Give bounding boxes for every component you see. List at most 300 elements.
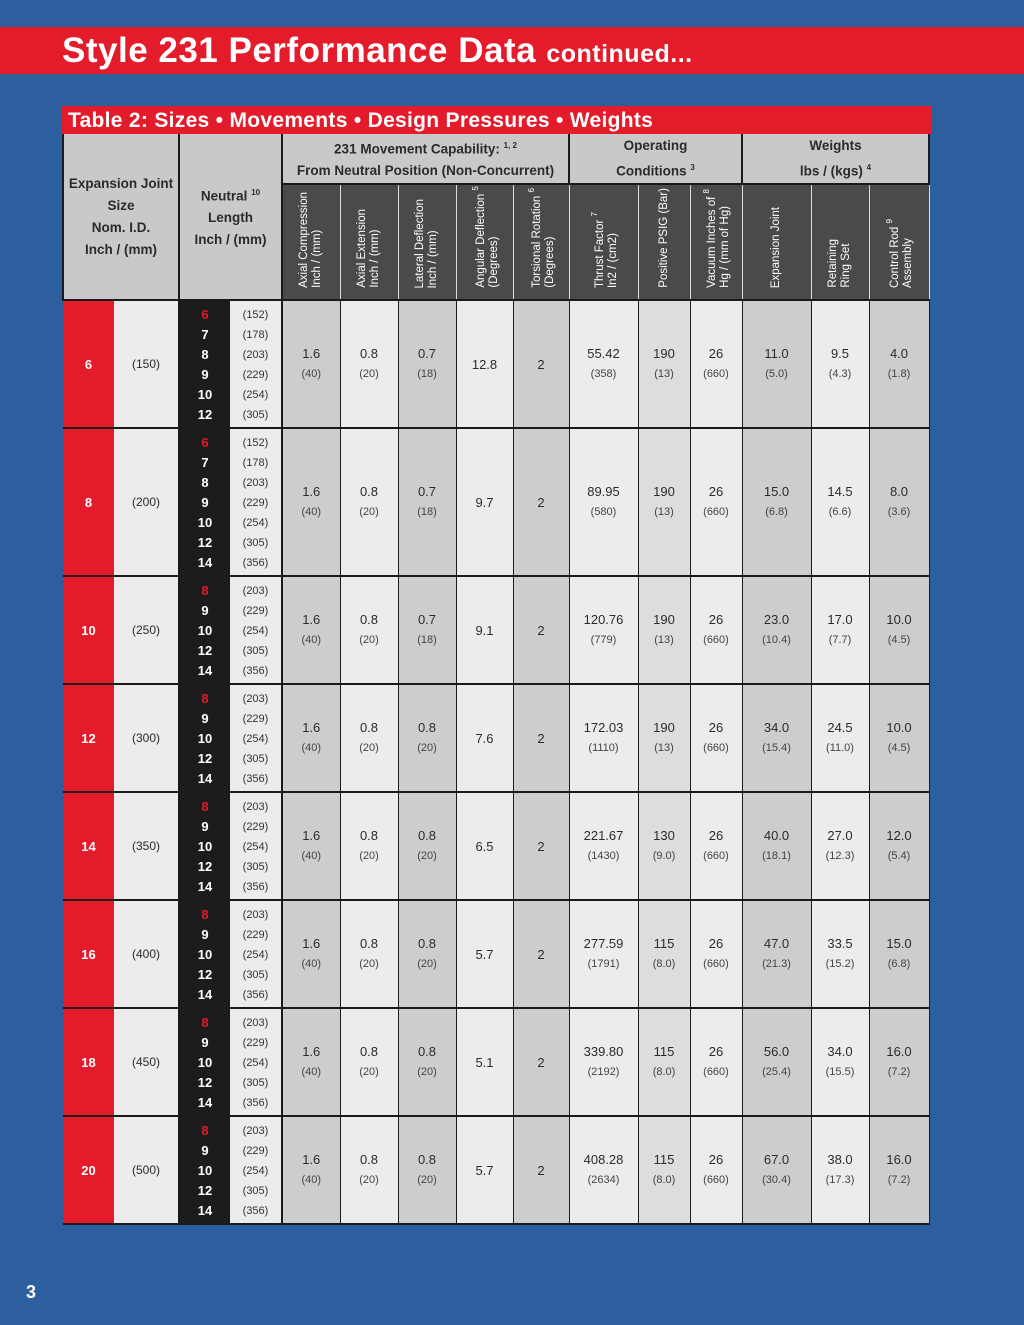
subheader-4 xyxy=(513,184,569,300)
w-rod-value: 16.0 xyxy=(886,1152,912,1167)
w-rod-kg-value: (3.6) xyxy=(887,506,911,518)
vacuum-mm-value: (660) xyxy=(703,1066,729,1078)
size-cell: 14 xyxy=(63,792,114,900)
neutral-length-mm-value: (152) xyxy=(242,437,269,449)
footnote-marker: 10 xyxy=(251,187,261,197)
w-ring-kg-value: (12.3) xyxy=(825,850,855,862)
neutral-length-cell xyxy=(179,684,230,792)
size-cell: 8 xyxy=(63,428,114,576)
neutral-length-cell xyxy=(179,792,230,900)
vacuum-value: 26 xyxy=(708,1044,724,1059)
neutral-length-mm-value: (356) xyxy=(242,1097,269,1109)
neutral-length-mm-value: (229) xyxy=(242,369,269,381)
neutral-length-value: 14 xyxy=(197,879,213,894)
lateral-cell xyxy=(398,428,456,576)
neutral-length-value: 12 xyxy=(197,1183,213,1198)
axial-ext-value: 0.8 xyxy=(359,936,379,951)
neutral-length-value: 12 xyxy=(197,535,213,550)
lateral-value: 0.7 xyxy=(417,346,437,361)
psig-cell xyxy=(638,792,690,900)
footnote-marker: 5 xyxy=(470,186,480,191)
subheader-10 xyxy=(869,184,929,300)
axial-comp-value: 1.6 xyxy=(302,720,321,735)
neutral-length-mm-value: (254) xyxy=(242,841,269,853)
vacuum-mm-value: (660) xyxy=(703,1174,729,1186)
subheader-9 xyxy=(811,184,869,300)
lateral-mm-value: (20) xyxy=(417,958,437,970)
w-joint-kg-value: (30.4) xyxy=(762,1174,791,1186)
neutral-length-value: 8 xyxy=(201,907,209,922)
neutral-length-mm-value: (203) xyxy=(242,801,269,813)
neutral-length-mm-value: (254) xyxy=(242,1057,269,1069)
thrust-cm-value: (1110) xyxy=(588,742,619,754)
thrust-value: 221.67 xyxy=(583,828,624,843)
lateral-mm-value: (20) xyxy=(417,742,437,754)
w-rod-kg-value: (4.5) xyxy=(887,634,911,646)
neutral-length-value: 6 xyxy=(201,435,209,450)
lateral-cell xyxy=(398,1116,456,1224)
neutral-length-cell xyxy=(179,300,230,428)
neutral-length-value: 8 xyxy=(201,475,209,490)
w-rod-cell xyxy=(869,900,929,1008)
page-title xyxy=(62,29,693,76)
thrust-value: 120.76 xyxy=(583,612,624,627)
torsional-cell xyxy=(513,1008,569,1116)
angular-cell xyxy=(456,300,513,428)
axial-comp-value: 1.6 xyxy=(302,484,321,499)
neutral-length-value: 10 xyxy=(197,1163,213,1178)
w-joint-kg-value: (21.3) xyxy=(762,958,791,970)
subheader-2 xyxy=(398,184,456,300)
w-joint-cell xyxy=(742,1008,811,1116)
neutral-length-value: 10 xyxy=(197,731,213,746)
axial-ext-mm-value: (20) xyxy=(359,1174,379,1186)
lateral-mm-value: (20) xyxy=(417,1174,437,1186)
subheader-label xyxy=(827,239,853,288)
axial-comp-cell xyxy=(282,792,340,900)
neutral-length-mm-value: (254) xyxy=(242,949,269,961)
thrust-cell xyxy=(569,576,638,684)
w-rod-value: 10.0 xyxy=(886,612,912,627)
w-rod-kg-value: (6.8) xyxy=(887,958,911,970)
subheader-8 xyxy=(742,184,811,300)
subheader-label xyxy=(770,207,783,288)
neutral-header-line: Inch / (mm) xyxy=(194,232,267,248)
thrust-cell xyxy=(569,428,638,576)
lateral-value: 0.8 xyxy=(417,936,437,951)
subheader-label xyxy=(469,186,501,288)
axial-ext-mm-value: (20) xyxy=(359,506,379,518)
subheader-label xyxy=(356,209,382,288)
psig-bar-value: (13) xyxy=(654,742,674,754)
psig-value: 115 xyxy=(653,936,675,951)
subheader-line1: Axial Extension xyxy=(356,209,368,288)
axial-ext-cell xyxy=(340,684,398,792)
size-mm-cell: (150) xyxy=(114,300,179,428)
w-joint-kg-value: (10.4) xyxy=(762,634,791,646)
size-header-line: Size xyxy=(107,197,135,213)
neutral-length-mm-value: (254) xyxy=(242,389,269,401)
neutral-length-value: 9 xyxy=(201,1143,209,1158)
w-joint-cell xyxy=(742,1116,811,1224)
table-caption: Table 2: Sizes • Movements • Design Pressures • Weights xyxy=(62,106,932,134)
angular-value: 12.8 xyxy=(471,356,498,372)
table-row xyxy=(63,684,929,792)
subheader-label xyxy=(414,199,440,289)
lateral-value: 0.8 xyxy=(417,720,437,735)
w-ring-cell xyxy=(811,1116,869,1224)
psig-value: 190 xyxy=(653,720,675,735)
subheader-line1: Expansion Joint xyxy=(770,206,782,288)
subheader-label xyxy=(700,189,732,288)
thrust-cell xyxy=(569,792,638,900)
axial-comp-mm-value: (40) xyxy=(301,850,322,862)
neutral-length-value: 10 xyxy=(197,387,213,402)
lateral-value: 0.8 xyxy=(417,1044,437,1059)
neutral-length-mm-value: (229) xyxy=(242,1145,269,1157)
w-joint-value: 40.0 xyxy=(763,828,790,843)
w-rod-value: 12.0 xyxy=(886,828,912,843)
thrust-value: 172.03 xyxy=(583,720,624,735)
size-header-line: Expansion Joint xyxy=(68,175,174,191)
lateral-cell xyxy=(398,1008,456,1116)
footnote-marker: 6 xyxy=(527,188,537,193)
neutral-length-value: 14 xyxy=(197,663,213,678)
subheader-line2: (Degrees) xyxy=(487,236,500,288)
w-ring-value: 17.0 xyxy=(827,612,853,627)
axial-comp-value: 1.6 xyxy=(302,828,321,843)
w-joint-value: 23.0 xyxy=(763,612,790,627)
neutral-length-mm-value: (305) xyxy=(242,753,269,765)
size-header-line: Nom. I.D. xyxy=(91,219,151,235)
neutral-header-line: Neutral xyxy=(200,188,248,204)
w-ring-cell xyxy=(811,1008,869,1116)
axial-comp-value: 1.6 xyxy=(302,612,321,627)
vacuum-cell xyxy=(690,576,742,684)
neutral-length-value: 14 xyxy=(197,1095,213,1110)
w-rod-value: 4.0 xyxy=(889,346,909,361)
axial-comp-mm-value: (40) xyxy=(301,1174,322,1186)
w-rod-value: 16.0 xyxy=(886,1044,912,1059)
vacuum-mm-value: (660) xyxy=(703,958,729,970)
size-cell: 20 xyxy=(63,1116,114,1224)
w-ring-kg-value: (11.0) xyxy=(826,742,854,754)
neutral-length-value: 8 xyxy=(201,1015,209,1030)
page-title-suffix: continued... xyxy=(546,40,693,68)
movement-header xyxy=(282,134,569,184)
neutral-length-mm-value: (178) xyxy=(242,457,269,469)
thrust-cell xyxy=(569,1116,638,1224)
neutral-length-mm-cell xyxy=(230,1116,282,1224)
movement-header-line: 231 Movement Capability: xyxy=(334,141,500,157)
neutral-length-value: 14 xyxy=(197,1203,213,1218)
neutral-length-cell xyxy=(179,1008,230,1116)
neutral-length-mm-value: (305) xyxy=(242,1185,269,1197)
neutral-length-cell xyxy=(179,900,230,1008)
w-joint-cell xyxy=(742,900,811,1008)
w-rod-kg-value: (7.2) xyxy=(887,1066,911,1078)
thrust-cell xyxy=(569,900,638,1008)
subheader-1 xyxy=(340,184,398,300)
axial-ext-mm-value: (20) xyxy=(359,368,379,380)
thrust-value: 408.28 xyxy=(583,1152,624,1167)
subheader-line2: (Degrees) xyxy=(543,236,556,288)
psig-cell xyxy=(638,1116,690,1224)
thrust-cm-value: (358) xyxy=(590,368,617,380)
neutral-length-value: 12 xyxy=(197,859,213,874)
neutral-length-mm-value: (305) xyxy=(242,1077,269,1089)
thrust-value: 339.80 xyxy=(583,1044,624,1059)
w-ring-cell xyxy=(811,300,869,428)
torsional-value: 2 xyxy=(537,1162,545,1178)
w-joint-cell xyxy=(742,684,811,792)
angular-value: 5.7 xyxy=(475,1162,494,1178)
performance-table xyxy=(62,134,930,1225)
w-ring-kg-value: (15.5) xyxy=(825,1066,855,1078)
lateral-cell xyxy=(398,300,456,428)
psig-value: 115 xyxy=(653,1152,675,1167)
neutral-length-value: 9 xyxy=(201,603,209,618)
psig-cell xyxy=(638,300,690,428)
neutral-length-mm-value: (203) xyxy=(242,477,269,489)
axial-ext-cell xyxy=(340,428,398,576)
subheader-line2: Hg / (mm of Hg) xyxy=(718,206,731,288)
neutral-length-value: 9 xyxy=(201,495,209,510)
subheader-line1: Vacuum Inches of xyxy=(705,196,718,288)
vacuum-value: 26 xyxy=(708,612,724,627)
size-mm-cell: (200) xyxy=(114,428,179,576)
subheader-line1: Angular Deflection xyxy=(474,194,487,288)
neutral-length-mm-value: (203) xyxy=(242,1125,269,1137)
neutral-length-mm-value: (356) xyxy=(242,1205,269,1217)
neutral-length-mm-value: (254) xyxy=(242,625,269,637)
torsional-value: 2 xyxy=(537,622,545,638)
neutral-length-value: 8 xyxy=(201,799,209,814)
size-cell: 16 xyxy=(63,900,114,1008)
torsional-cell xyxy=(513,428,569,576)
size-cell: 6 xyxy=(63,300,114,428)
neutral-length-cell xyxy=(179,1116,230,1224)
neutral-length-value: 14 xyxy=(197,771,213,786)
vacuum-cell xyxy=(690,1008,742,1116)
vacuum-value: 26 xyxy=(708,1152,724,1167)
psig-value: 130 xyxy=(653,828,675,843)
w-rod-kg-value: (1.8) xyxy=(887,368,911,380)
vacuum-cell xyxy=(690,792,742,900)
axial-ext-cell xyxy=(340,300,398,428)
neutral-length-value: 10 xyxy=(197,947,213,962)
thrust-cm-value: (580) xyxy=(590,506,617,518)
angular-cell xyxy=(456,900,513,1008)
w-rod-value: 8.0 xyxy=(889,484,909,499)
table-row xyxy=(63,900,929,1008)
w-ring-value: 27.0 xyxy=(827,828,853,843)
subheader-label xyxy=(588,212,620,288)
axial-ext-cell xyxy=(340,1116,398,1224)
w-joint-kg-value: (18.1) xyxy=(762,850,791,862)
w-ring-kg-value: (15.2) xyxy=(825,958,855,970)
angular-value: 6.5 xyxy=(475,838,494,854)
angular-value: 9.7 xyxy=(475,494,494,510)
size-header-line: Inch / (mm) xyxy=(84,241,157,257)
neutral-length-mm-cell xyxy=(230,428,282,576)
footnote-marker: 9 xyxy=(885,218,895,224)
w-joint-value: 11.0 xyxy=(764,346,789,361)
thrust-cm-value: (1430) xyxy=(587,850,620,862)
axial-ext-value: 0.8 xyxy=(359,828,379,843)
neutral-length-value: 9 xyxy=(201,819,209,834)
psig-value: 190 xyxy=(653,346,675,361)
thrust-value: 89.95 xyxy=(587,484,620,499)
axial-comp-mm-value: (40) xyxy=(301,506,322,518)
w-rod-value: 15.0 xyxy=(886,936,912,951)
axial-comp-cell xyxy=(282,1008,340,1116)
lateral-mm-value: (18) xyxy=(417,506,437,518)
w-joint-value: 15.0 xyxy=(763,484,790,499)
axial-ext-mm-value: (20) xyxy=(359,742,379,754)
axial-comp-mm-value: (40) xyxy=(301,1066,322,1078)
title-banner xyxy=(0,27,1024,74)
page-title-main: Style 231 Performance Data xyxy=(62,31,537,70)
torsional-value: 2 xyxy=(537,730,545,746)
psig-cell xyxy=(638,900,690,1008)
w-ring-cell xyxy=(811,792,869,900)
neutral-length-mm-value: (356) xyxy=(242,665,269,677)
psig-value: 115 xyxy=(653,1044,675,1059)
neutral-length-value: 12 xyxy=(197,751,213,766)
size-mm-cell: (350) xyxy=(114,792,179,900)
subheader-line1: Positive PSIG (Bar) xyxy=(657,188,670,288)
vacuum-value: 26 xyxy=(708,720,724,735)
lateral-mm-value: (20) xyxy=(417,850,437,862)
lateral-cell xyxy=(398,576,456,684)
angular-cell xyxy=(456,684,513,792)
w-joint-cell xyxy=(742,428,811,576)
neutral-length-value: 9 xyxy=(201,711,209,726)
lateral-mm-value: (18) xyxy=(417,368,437,380)
vacuum-mm-value: (660) xyxy=(703,506,729,518)
torsional-cell xyxy=(513,684,569,792)
footnote-marker: 3 xyxy=(690,162,695,172)
subheader-line1: Axial Compression xyxy=(298,192,311,288)
neutral-length-mm-value: (178) xyxy=(242,329,269,341)
size-mm-cell: (250) xyxy=(114,576,179,684)
thrust-cm-value: (2634) xyxy=(587,1174,620,1186)
footnote-marker: 1, 2 xyxy=(503,140,517,150)
neutral-length-mm-value: (305) xyxy=(242,409,269,421)
neutral-length-value: 8 xyxy=(201,691,209,706)
neutral-header xyxy=(179,134,282,300)
axial-comp-value: 1.6 xyxy=(302,346,321,361)
thrust-cm-value: (779) xyxy=(590,634,617,646)
torsional-cell xyxy=(513,576,569,684)
lateral-cell xyxy=(398,792,456,900)
axial-comp-cell xyxy=(282,428,340,576)
neutral-length-mm-cell xyxy=(230,900,282,1008)
thrust-value: 55.42 xyxy=(587,346,620,361)
neutral-length-value: 10 xyxy=(197,1055,213,1070)
vacuum-cell xyxy=(690,900,742,1008)
w-rod-cell xyxy=(869,300,929,428)
torsional-cell xyxy=(513,300,569,428)
psig-bar-value: (13) xyxy=(654,634,674,646)
w-ring-value: 38.0 xyxy=(827,1152,853,1167)
w-joint-kg-value: (6.8) xyxy=(765,506,788,518)
axial-comp-cell xyxy=(282,684,340,792)
w-joint-kg-value: (5.0) xyxy=(765,368,788,380)
lateral-cell xyxy=(398,684,456,792)
axial-ext-value: 0.8 xyxy=(359,346,379,361)
subheader-3 xyxy=(456,184,513,300)
table-row xyxy=(63,792,929,900)
neutral-length-mm-value: (229) xyxy=(242,605,269,617)
neutral-length-cell xyxy=(179,576,230,684)
neutral-length-value: 12 xyxy=(197,407,213,422)
w-joint-kg-value: (25.4) xyxy=(762,1066,791,1078)
neutral-length-mm-value: (229) xyxy=(242,1037,269,1049)
neutral-length-mm-cell xyxy=(230,792,282,900)
psig-cell xyxy=(638,684,690,792)
axial-comp-cell xyxy=(282,576,340,684)
torsional-cell xyxy=(513,1116,569,1224)
subheader-line2: Assembly xyxy=(901,238,914,288)
vacuum-mm-value: (660) xyxy=(703,850,729,862)
table-row xyxy=(63,300,929,428)
torsional-value: 2 xyxy=(537,838,545,854)
lateral-value: 0.8 xyxy=(417,828,437,843)
thrust-cell xyxy=(569,684,638,792)
angular-value: 5.7 xyxy=(475,946,494,962)
neutral-length-mm-value: (305) xyxy=(242,969,269,981)
vacuum-cell xyxy=(690,428,742,576)
w-ring-cell xyxy=(811,428,869,576)
w-ring-value: 34.0 xyxy=(827,1044,853,1059)
size-mm-cell: (450) xyxy=(114,1008,179,1116)
neutral-length-value: 10 xyxy=(197,623,213,638)
psig-bar-value: (13) xyxy=(654,506,674,518)
w-rod-kg-value: (7.2) xyxy=(887,1174,911,1186)
axial-ext-mm-value: (20) xyxy=(359,958,379,970)
w-ring-cell xyxy=(811,900,869,1008)
w-ring-kg-value: (6.6) xyxy=(828,506,852,518)
lateral-cell xyxy=(398,900,456,1008)
neutral-length-value: 9 xyxy=(201,367,209,382)
table-row xyxy=(63,1008,929,1116)
size-mm-cell: (500) xyxy=(114,1116,179,1224)
neutral-length-value: 12 xyxy=(197,967,213,982)
subheader-0 xyxy=(282,184,340,300)
w-ring-cell xyxy=(811,576,869,684)
subheader-7 xyxy=(690,184,742,300)
table-row xyxy=(63,576,929,684)
vacuum-mm-value: (660) xyxy=(703,368,729,380)
vacuum-value: 26 xyxy=(708,484,724,499)
size-cell: 18 xyxy=(63,1008,114,1116)
axial-comp-value: 1.6 xyxy=(302,936,321,951)
w-joint-cell xyxy=(742,792,811,900)
subheader-label xyxy=(525,188,557,288)
w-joint-value: 47.0 xyxy=(763,936,790,951)
psig-bar-value: (8.0) xyxy=(652,1066,676,1078)
angular-value: 5.1 xyxy=(475,1054,494,1070)
w-rod-value: 10.0 xyxy=(886,720,912,735)
w-ring-value: 24.5 xyxy=(827,720,853,735)
axial-comp-cell xyxy=(282,300,340,428)
axial-comp-mm-value: (40) xyxy=(301,742,322,754)
axial-comp-value: 1.6 xyxy=(302,1152,321,1167)
torsional-value: 2 xyxy=(537,494,545,510)
w-ring-kg-value: (7.7) xyxy=(828,634,852,646)
